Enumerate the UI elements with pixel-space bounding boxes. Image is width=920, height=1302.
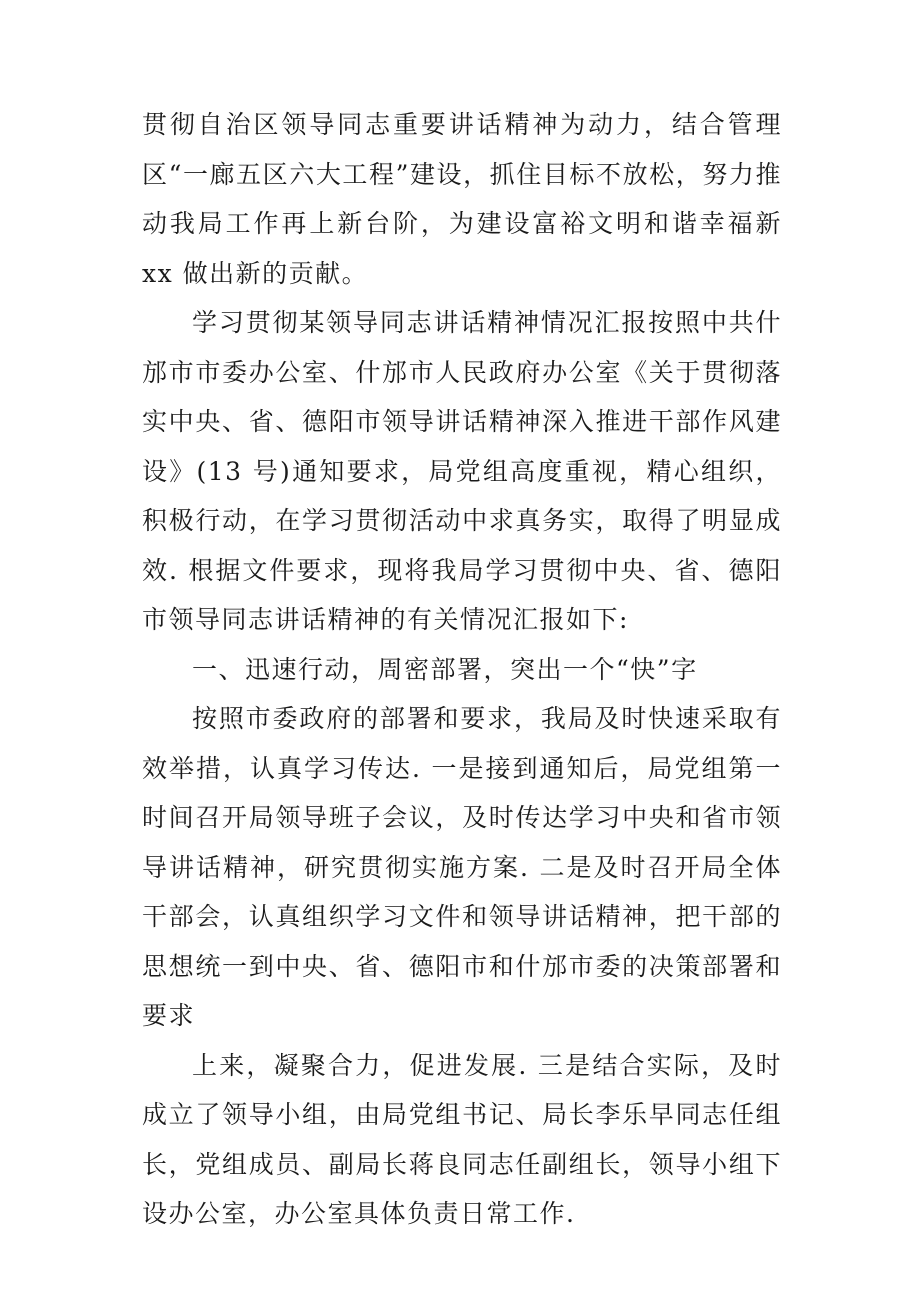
paragraph-section-one-continued: 上来，凝聚合力，促进发展. 三是结合实际，及时成立了领导小组，由局党组书记、局长李乐早同志任组长，党组成员、副局长蒋良同志任副组长，领导小组下设办公室，办公室具体负责日常工作. — [142, 1050, 782, 1228]
document-body — [142, 100, 782, 1239]
paragraph-continuation: 贯彻自治区领导同志重要讲话精神为动力，结合管理区“一廊五区六大工程”建设，抓住目标不放松，努力推动我局工作再上新台阶，为建设富裕文明和谐幸福新 xx 做出新的贡献。 — [142, 110, 782, 288]
paragraph-section-one-body: 按照市委政府的部署和要求，我局及时快速采取有效举措，认真学习传达. 一是接到通知后，局党组第一时间召开局领导班子会议，及时传达学习中央和省市领导讲话精神，研究贯彻实施方案. 二是及时召开局全体干部会，认真组织学习文件和领导讲话精神，把干部的思想统一到中央、省、德阳市和什邡市委的决策部署和要求 — [142, 704, 782, 1030]
paragraph-intro: 学习贯彻某领导同志讲话精神情况汇报按照中共什邡市市委办公室、什邡市人民政府办公室《关于贯彻落实中央、省、德阳市领导讲话精神深入推进干部作风建设》(13 号)通知要求，局党组高度重视，精心组织，积极行动，在学习贯彻活动中求真务实，取得了明显成效. 根据文件要求，现将我局学习贯彻中央、省、德阳市领导同志讲话精神的有关情况汇报如下: — [142, 308, 782, 634]
section-one-heading: 一、迅速行动，周密部署，突出一个“快”字 — [192, 654, 698, 684]
